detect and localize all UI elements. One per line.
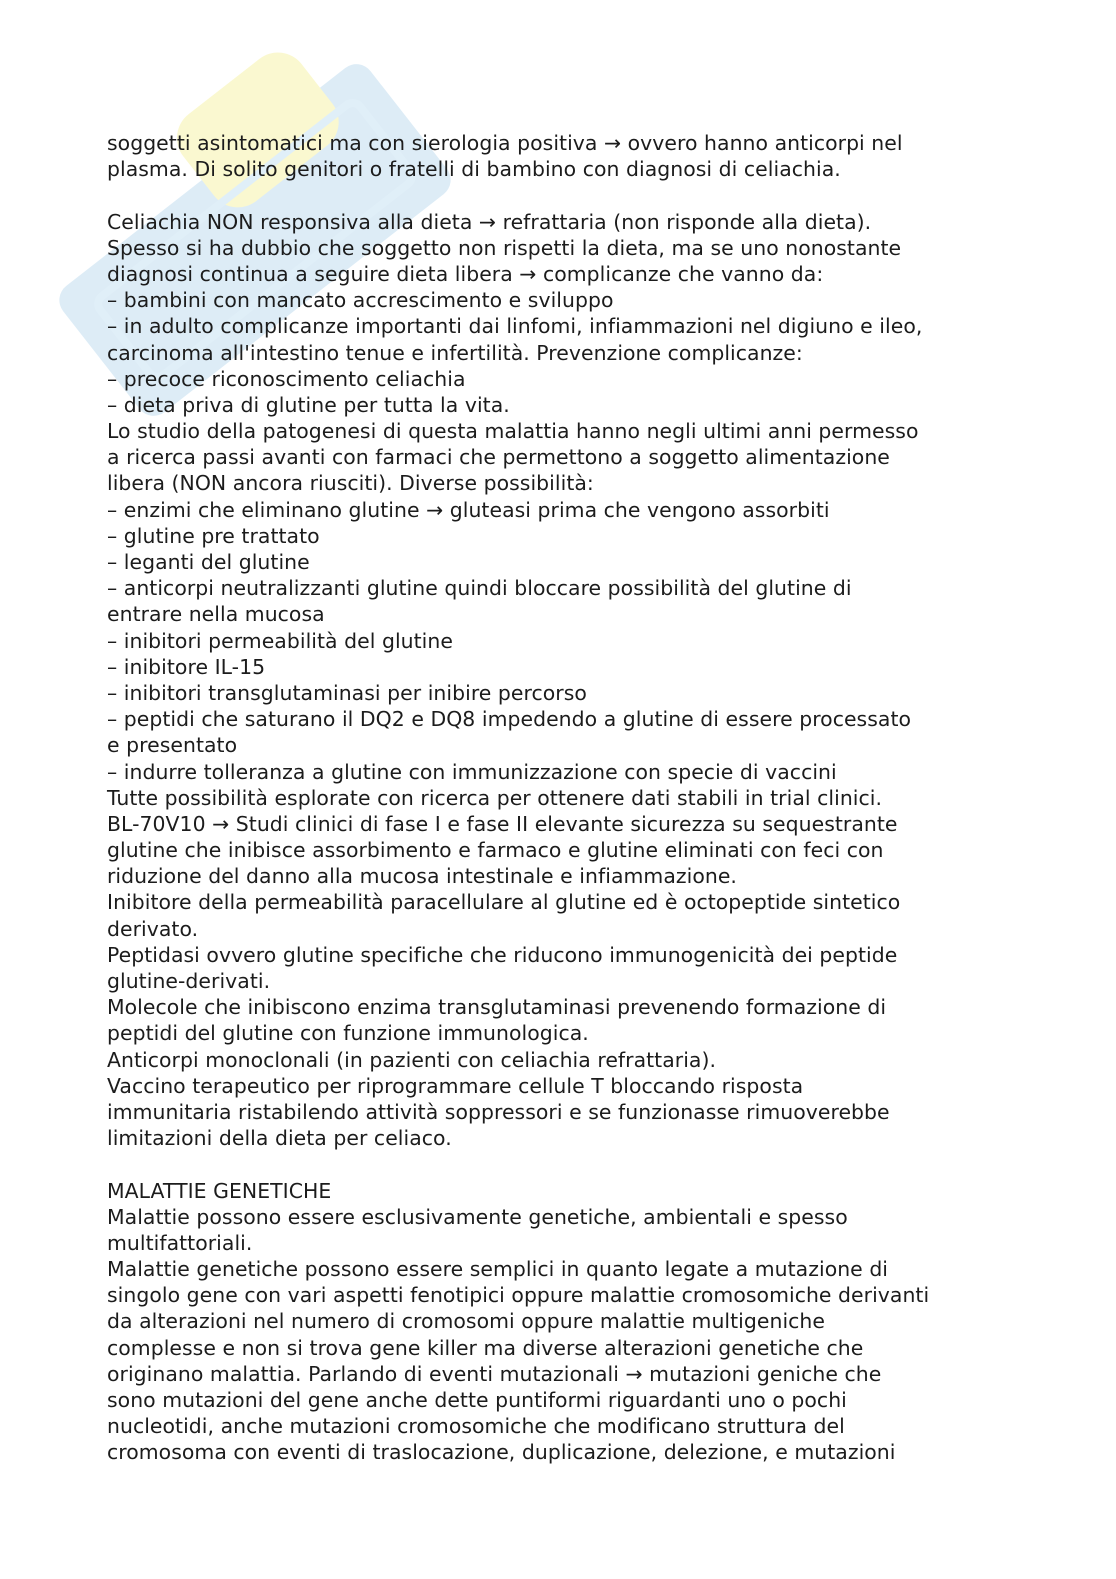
text-line: BL-70V10 → Studi clinici di fase I e fase II elevante sicurezza su sequestrante [107, 811, 898, 836]
text-line: limitazioni della dieta per celiaco. [107, 1126, 452, 1151]
text-line: complesse e non si trova gene killer ma diverse alterazioni genetiche che [107, 1335, 864, 1360]
text-line: Tutte possibilità esplorate con ricerca per ottenere dati stabili in trial clinici. [107, 785, 883, 810]
text-line: glutine che inibisce assorbimento e farmaco e glutine eliminati con feci con [107, 838, 884, 863]
text-line: sono mutazioni del gene anche dette puntiformi riguardanti uno o pochi [107, 1388, 847, 1412]
text-line: peptidi del glutine con funzione immunologica. [107, 1021, 589, 1046]
paragraph-gap [107, 182, 1017, 208]
text-line: e presentato [107, 733, 238, 758]
text-line: diagnosi continua a seguire dieta libera → complicanze che vanno da: [107, 261, 824, 286]
text-line: da alterazioni nel numero di cromosomi oppure malattie multigeniche [107, 1309, 825, 1334]
text-line: – bambini con mancato accrescimento e sviluppo [107, 288, 614, 313]
text-line: nucleotidi, anche mutazioni cromosomiche che modificano struttura del [107, 1414, 845, 1439]
text-line: – anticorpi neutralizzanti glutine quindi bloccare possibilità del glutine di [107, 576, 852, 601]
text-line: Inibitore della permeabilità paracellulare al glutine ed è octopeptide sintetico [107, 890, 901, 915]
text-line: cromosoma con eventi di traslocazione, duplicazione, delezione, e mutazioni [107, 1440, 896, 1465]
text-line: libera (NON ancora riusciti). Diverse possibilità: [107, 471, 594, 496]
text-line: Vaccino terapeutico per riprogrammare cellule T bloccando risposta [107, 1073, 804, 1098]
text-line: Celiachia NON responsiva alla dieta → refrattaria (non risponde alla dieta). [107, 209, 872, 234]
text-line: glutine-derivati. [107, 969, 271, 993]
text-line: multifattoriali. [107, 1230, 253, 1255]
text-line: – inibitore IL-15 [107, 654, 266, 679]
text-line: soggetti asintomatici ma con sierologia positiva → ovvero hanno anticorpi nel [107, 131, 903, 155]
text-line: Malattie genetiche possono essere semplici in quanto legate a mutazione di [107, 1257, 889, 1282]
text-line: – enzimi che eliminano glutine → gluteasi prima che vengono assorbiti [107, 497, 830, 522]
text-line: Anticorpi monoclonali (in pazienti con celiachia refrattaria). [107, 1047, 717, 1072]
text-block [107, 209, 1017, 1152]
text-line: Lo studio della patogenesi di questa malattia hanno negli ultimi anni permesso [107, 419, 919, 444]
text-line: – peptidi che saturano il DQ2 e DQ8 impedendo a glutine di essere processato [107, 707, 912, 732]
text-line: a ricerca passi avanti con farmaci che permettono a soggetto alimentazione [107, 445, 890, 470]
text-line: immunitaria ristabilendo attività soppressori e se funzionasse rimuoverebbe [107, 1099, 890, 1124]
text-line: Peptidasi ovvero glutine specifiche che riducono immunogenicità dei peptide [107, 942, 898, 967]
text-line: – glutine pre trattato [107, 523, 320, 548]
text-line: singolo gene con vari aspetti fenotipici oppure malattie cromosomiche derivanti [107, 1283, 930, 1308]
text-line: originano malattia. Parlando di eventi mutazionali → mutazioni geniche che [107, 1361, 882, 1386]
text-line: – dieta priva di glutine per tutta la vita. [107, 392, 510, 417]
text-line: – leganti del glutine [107, 550, 310, 574]
text-line: – precoce riconoscimento celiachia [107, 366, 466, 391]
text-line: entrare nella mucosa [107, 602, 325, 627]
text-line: – inibitori transglutaminasi per inibire percorso [107, 680, 587, 705]
section-genetic-diseases [107, 1178, 1017, 1466]
text-block [107, 130, 1017, 182]
document-page [107, 130, 1017, 1466]
text-line: Molecole che inibiscono enzima transglutaminasi prevenendo formazione di [107, 995, 887, 1020]
text-line: carcinoma all'intestino tenue e infertilità. Prevenzione complicanze: [107, 340, 803, 365]
text-line: plasma. Di solito genitori o fratelli di bambino con diagnosi di celiachia. [107, 157, 841, 182]
text-line: Spesso si ha dubbio che soggetto non rispetti la dieta, ma se uno nonostante [107, 235, 902, 260]
text-line: derivato. [107, 916, 199, 941]
text-line: – inibitori permeabilità del glutine [107, 628, 453, 653]
text-line: – indurre tolleranza a glutine con immunizzazione con specie di vaccini [107, 759, 837, 784]
text-line: – in adulto complicanze importanti dai linfomi, infiammazioni nel digiuno e ileo, [107, 314, 923, 339]
text-line: Malattie possono essere esclusivamente genetiche, ambientali e spesso [107, 1204, 848, 1229]
text-line: riduzione del danno alla mucosa intestinale e infiammazione. [107, 864, 737, 889]
paragraph-gap [107, 1151, 1017, 1177]
section-heading: MALATTIE GENETICHE [107, 1178, 332, 1203]
